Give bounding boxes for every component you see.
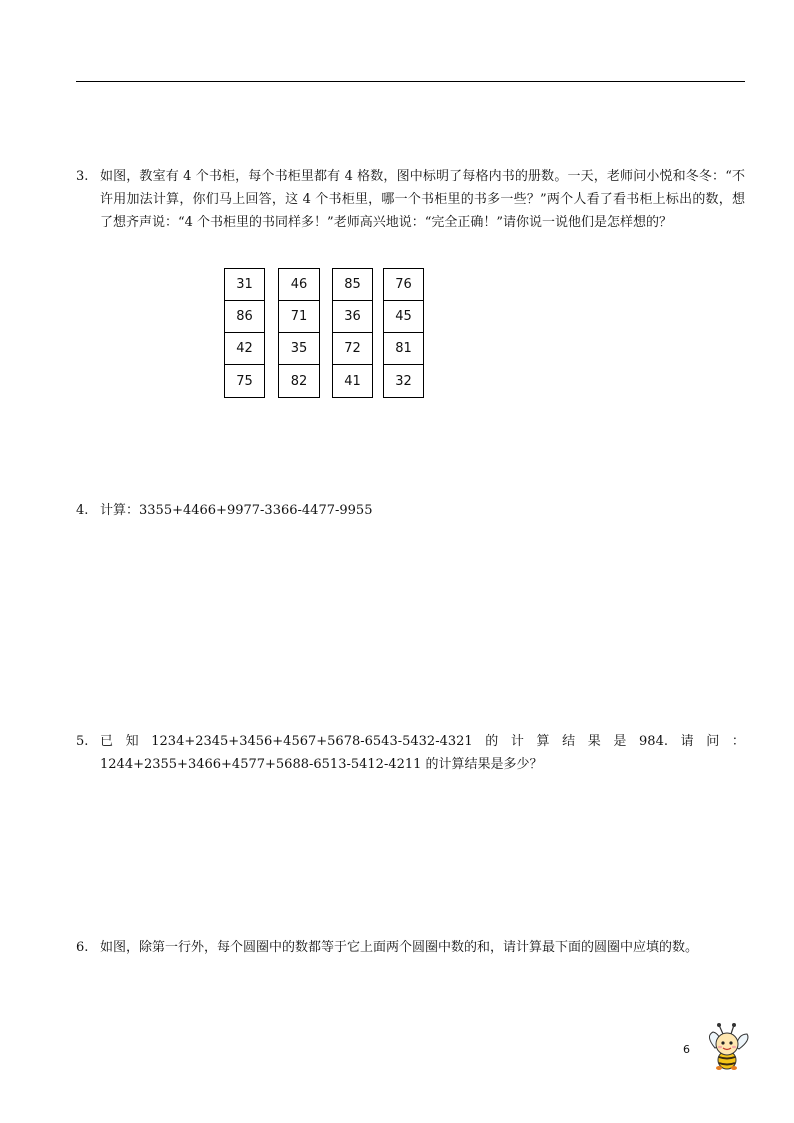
text-token: ： bbox=[731, 734, 745, 749]
text-token: 问 bbox=[706, 734, 720, 749]
bookcase-cell: 31 bbox=[225, 269, 264, 301]
bookcase-cell: 41 bbox=[344, 373, 361, 389]
text-token: 果 bbox=[587, 734, 601, 749]
text-token: 984. bbox=[639, 734, 668, 749]
question-number: 5. bbox=[76, 734, 89, 749]
page-number: 6 bbox=[683, 1043, 690, 1056]
bookcase-4 bbox=[383, 268, 424, 398]
text-token: 1234+2345+3456+4567+5678-6543-5432-4321 bbox=[151, 734, 473, 749]
question-text: 如图，教室有 4 个书柜，每个书柜里都有 4 格数，图中标明了每格内书的册数。一天，老师问小悦和冬冬：“不许用加法计算，你们马上回答，这 4 个书柜里，哪一个书柜里的书多一些？”两个人看了看书柜上标出的数，想了想齐声说：“4 个书柜里的书同样多！”老师高兴地说：“完全正确！”请你说一说他们是怎样想的？ bbox=[100, 169, 745, 230]
text-token: 计 bbox=[510, 734, 524, 749]
bookcase-cell: 45 bbox=[384, 301, 423, 333]
bookcase-cell: 72 bbox=[333, 333, 372, 365]
bookcase-cell: 75 bbox=[236, 373, 253, 389]
bookcase-cell: 85 bbox=[333, 269, 372, 301]
question-line-2: 1244+2355+3466+4577+5688-6513-5412-4211 的计算结果是多少？ bbox=[100, 757, 543, 772]
bookcase-cell: 76 bbox=[384, 269, 423, 301]
text-token: 的 bbox=[485, 734, 499, 749]
question-number: 4. bbox=[76, 503, 89, 518]
question-text: 计算：3355+4466+9977-3366-4477-9955 bbox=[100, 503, 373, 518]
question-text bbox=[100, 730, 745, 776]
text-token: 请 bbox=[680, 734, 694, 749]
bookcase-cell: 82 bbox=[290, 373, 308, 389]
bookcase-2 bbox=[278, 268, 320, 398]
bookcase-1 bbox=[224, 268, 265, 398]
text-token: 知 bbox=[125, 734, 139, 749]
bookcase-3 bbox=[332, 268, 373, 398]
bee-mascot-icon bbox=[703, 1022, 753, 1072]
question-number: 6. bbox=[76, 940, 89, 955]
text-token: 结 bbox=[562, 734, 576, 749]
text-token: 已 bbox=[100, 734, 114, 749]
header-rule bbox=[76, 81, 745, 82]
question-number: 3. bbox=[76, 169, 89, 184]
bookcase-cell: 32 bbox=[395, 373, 412, 389]
text-token: 是 bbox=[613, 734, 627, 749]
bookcase-cell: 42 bbox=[225, 333, 264, 365]
text-token: 算 bbox=[536, 734, 550, 749]
bookcase-cell: 71 bbox=[279, 301, 319, 333]
bookcase-cell: 46 bbox=[279, 269, 319, 301]
bookcase-cell: 36 bbox=[333, 301, 372, 333]
question-line-1 bbox=[100, 730, 745, 753]
bookcase-cell: 86 bbox=[225, 301, 264, 333]
bookcase-cell: 81 bbox=[384, 333, 423, 365]
question-text: 如图，除第一行外，每个圆圈中的数都等于它上面两个圆圈中数的和，请计算最下面的圆圈中应填的数。 bbox=[100, 940, 699, 955]
bookcase-cell: 35 bbox=[279, 333, 319, 365]
